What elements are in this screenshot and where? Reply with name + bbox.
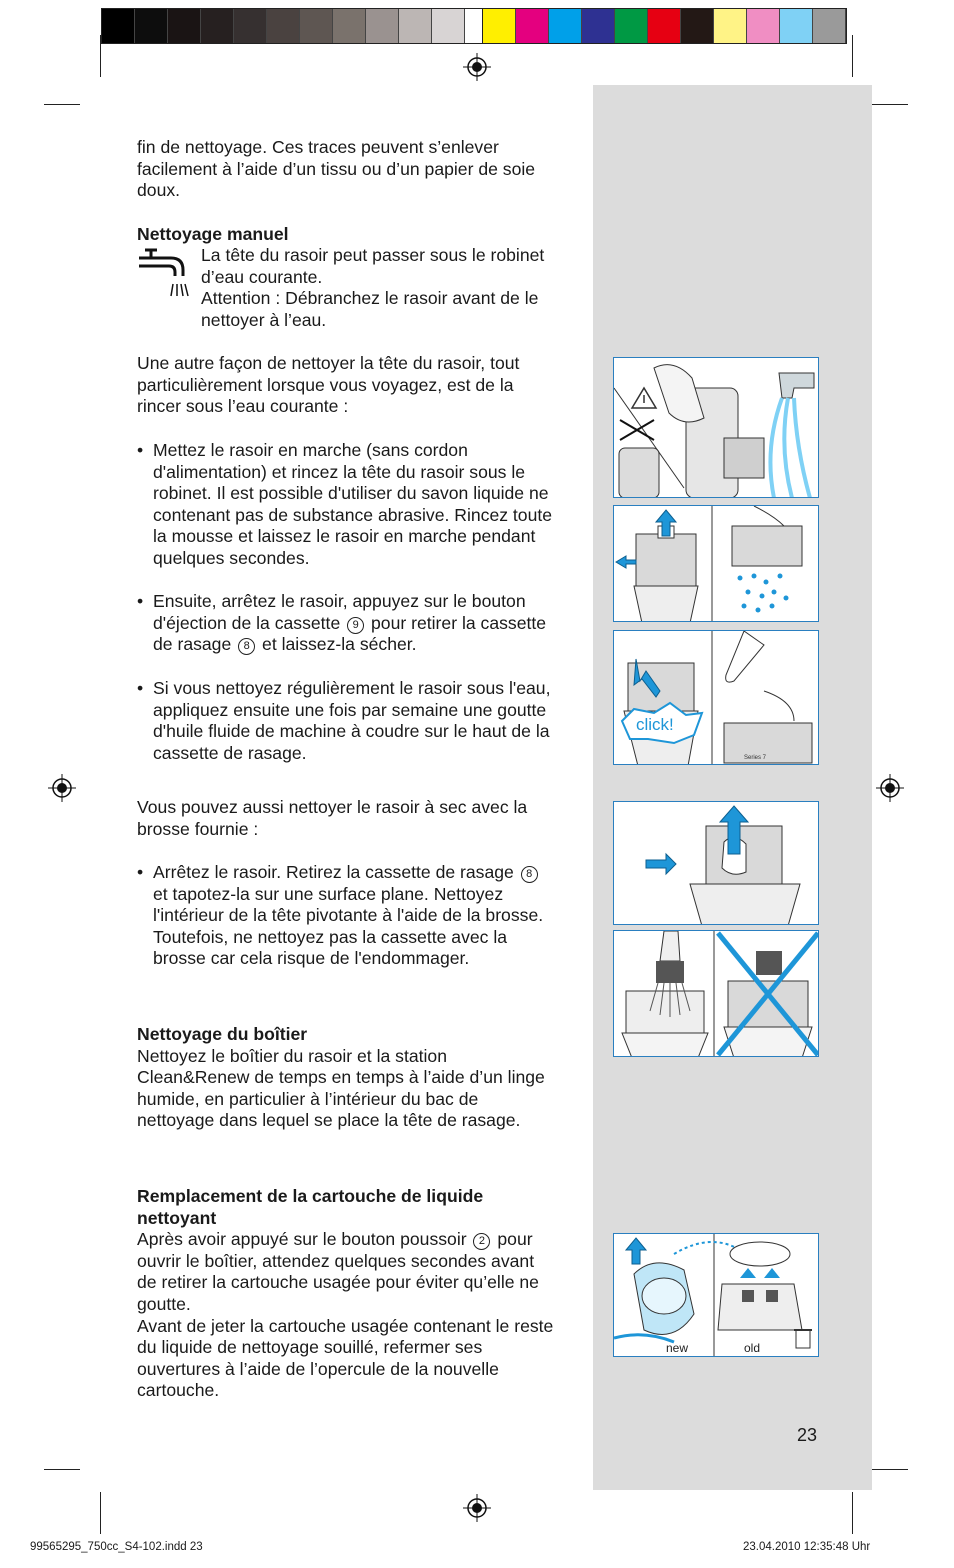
bullet-1 <box>153 440 553 570</box>
rinse-under-tap-illustration <box>613 357 819 498</box>
process-swatch <box>681 9 714 43</box>
manual-text: La tête du rasoir peut passer sous le robinet d’eau courante. <box>201 245 545 287</box>
process-swatch <box>549 9 582 43</box>
gray-swatch <box>399 9 432 43</box>
intro-text: fin de nettoyage. Ces traces peuvent s’enlever facilement à l’aide d’un tissu ou d’un papier de soie doux. <box>137 137 536 201</box>
bullet-1-text: Mettez le rasoir en marche (sans cordon d'alimentation) et rincez la tête du rasoir sous le robinet. Il est possible d'utiliser du savon liquide ne contenant pas de substance abrasive. Rincez toute la mousse et laissez le rasoir en marche pendant quelques secondes. <box>153 440 553 568</box>
process-swatch <box>747 9 780 43</box>
process-swatch <box>582 9 615 43</box>
remove-cassette-illustration <box>613 505 819 622</box>
page-number: 23 <box>797 1425 818 1445</box>
manual-text-block <box>201 245 561 331</box>
registration-mark-icon <box>48 774 76 802</box>
bullet-dot: • <box>137 678 144 698</box>
crop-mark <box>44 1469 80 1470</box>
oil-cassette-drawing <box>614 631 819 765</box>
gray-swatch <box>366 9 399 43</box>
gray-swatch <box>201 9 234 43</box>
process-swatch <box>813 9 846 43</box>
crop-mark <box>100 1492 101 1534</box>
bullet-2-text-c: et laissez-la sécher. <box>262 634 417 655</box>
process-swatch <box>516 9 549 43</box>
part-number-9: 9 <box>347 617 364 634</box>
series-label: Series 7 <box>744 755 767 761</box>
click-label: click! <box>636 715 674 734</box>
gray-color-bar <box>101 8 499 44</box>
footer-file-info: 99565295_750cc_S4-102.indd 23 <box>30 1541 203 1553</box>
process-color-bar <box>482 8 847 44</box>
gray-swatch <box>234 9 267 43</box>
other-way-paragraph <box>137 353 562 418</box>
bullet-dot: • <box>137 591 144 611</box>
gray-swatch <box>432 9 465 43</box>
part-number-8: 8 <box>238 638 255 655</box>
cartridge-heading: Remplacement de la cartouche de liquide nettoyant <box>137 1186 484 1228</box>
dry-remove-drawing <box>614 802 819 925</box>
cartridge-text-b: pour ouvrir le boîtier, attendez quelques secondes avant de retirer la cartouche usagée pour éviter qu’elle ne goutte. <box>137 1229 539 1314</box>
bullet-dot: • <box>137 862 144 882</box>
gray-swatch <box>168 9 201 43</box>
dry-remove-cassette-illustration <box>613 801 819 925</box>
rinse-drawing <box>614 358 819 498</box>
crop-mark <box>44 104 80 105</box>
bullet-2-text-a: Ensuite, arrêtez le rasoir, appuyez sur le bouton d'éjection de la cassette <box>153 591 526 633</box>
oil-cassette-illustration <box>613 630 819 765</box>
crop-mark <box>872 104 908 105</box>
faucet-icon <box>137 248 193 300</box>
cartridge-replacement-illustration <box>613 1233 819 1357</box>
crop-mark <box>852 1492 853 1534</box>
crop-mark <box>100 35 101 77</box>
process-swatch <box>714 9 747 43</box>
dry-intro-text: Vous pouvez aussi nettoyer le rasoir à sec avec la brosse fournie : <box>137 797 528 839</box>
cartridge-drawing <box>614 1234 819 1357</box>
bullet-4-text-b: et tapotez-la sur une surface plane. Nettoyez l'intérieur de la tête pivotante à l'aide de la brosse. Toutefois, ne nettoyez pas la cassette avec la brosse car cela risque de l'endommager. <box>153 883 544 969</box>
footer-timestamp: 23.04.2010 12:35:48 Uhr <box>743 1541 871 1553</box>
dry-intro-paragraph <box>137 797 567 840</box>
gray-swatch <box>102 9 135 43</box>
crop-mark <box>852 35 853 77</box>
bullet-4-text-a: Arrêtez le rasoir. Retirez la cassette de rasage <box>153 862 514 882</box>
crop-mark <box>872 1469 908 1470</box>
bullet-dot: • <box>137 440 144 460</box>
gray-swatch <box>300 9 333 43</box>
cartridge-text-c: Avant de jeter la cartouche usagée contenant le reste du liquide de nettoyage souillé, refermer ses ouvertures à l’aide de l’opercule de la nouvelle cartouche. <box>137 1315 554 1401</box>
bullet-2-text-b: pour retirer la cassette de rasage <box>153 612 547 655</box>
process-swatch <box>648 9 681 43</box>
new-label: new <box>666 1341 689 1355</box>
brush-drawing <box>614 931 819 1057</box>
housing-section <box>137 1024 547 1132</box>
registration-mark-icon <box>463 53 491 81</box>
bullet-3-text: Si vous nettoyez régulièrement le rasoir sous l'eau, appliquez ensuite une fois par semaine une goutte d'huile fluide de machine à coudre sur le haut de la cassette de rasage. <box>153 678 551 763</box>
bullet-2 <box>153 591 553 656</box>
process-swatch <box>780 9 813 43</box>
old-label: old <box>744 1341 761 1355</box>
housing-text: Nettoyez le boîtier du rasoir et la station Clean&Renew de temps en temps à l’aide d’un linge humide, en particulier à l’intérieur du bac de nettoyage dans lequel se place la tête de rasage. <box>137 1045 545 1131</box>
bullet-3 <box>153 678 553 764</box>
cartridge-text-a: Après avoir appuyé sur le bouton poussoir <box>137 1229 467 1250</box>
manual-heading: Nettoyage manuel <box>137 224 289 244</box>
gray-swatch <box>267 9 300 43</box>
remove-cassette-drawing <box>614 506 819 622</box>
housing-heading: Nettoyage du boîtier <box>137 1024 308 1044</box>
registration-mark-icon <box>876 774 904 802</box>
part-number-8: 8 <box>521 866 538 883</box>
gray-swatch <box>333 9 366 43</box>
process-swatch <box>615 9 648 43</box>
part-number-2: 2 <box>473 1233 490 1250</box>
other-way-text: Une autre façon de nettoyer la tête du rasoir, tout particulièrement lorsque vous voyagez, est de la rincer sous l’eau courante : <box>137 353 520 417</box>
bullet-4 <box>153 862 558 970</box>
process-swatch <box>483 9 516 43</box>
gray-swatch <box>135 9 168 43</box>
manual-attention: Attention : Débranchez le rasoir avant de le nettoyer à l’eau. <box>201 288 539 330</box>
registration-mark-icon <box>463 1494 491 1522</box>
intro-paragraph <box>137 137 567 202</box>
brush-cleaning-illustration <box>613 930 819 1057</box>
cartridge-section <box>137 1186 555 1402</box>
